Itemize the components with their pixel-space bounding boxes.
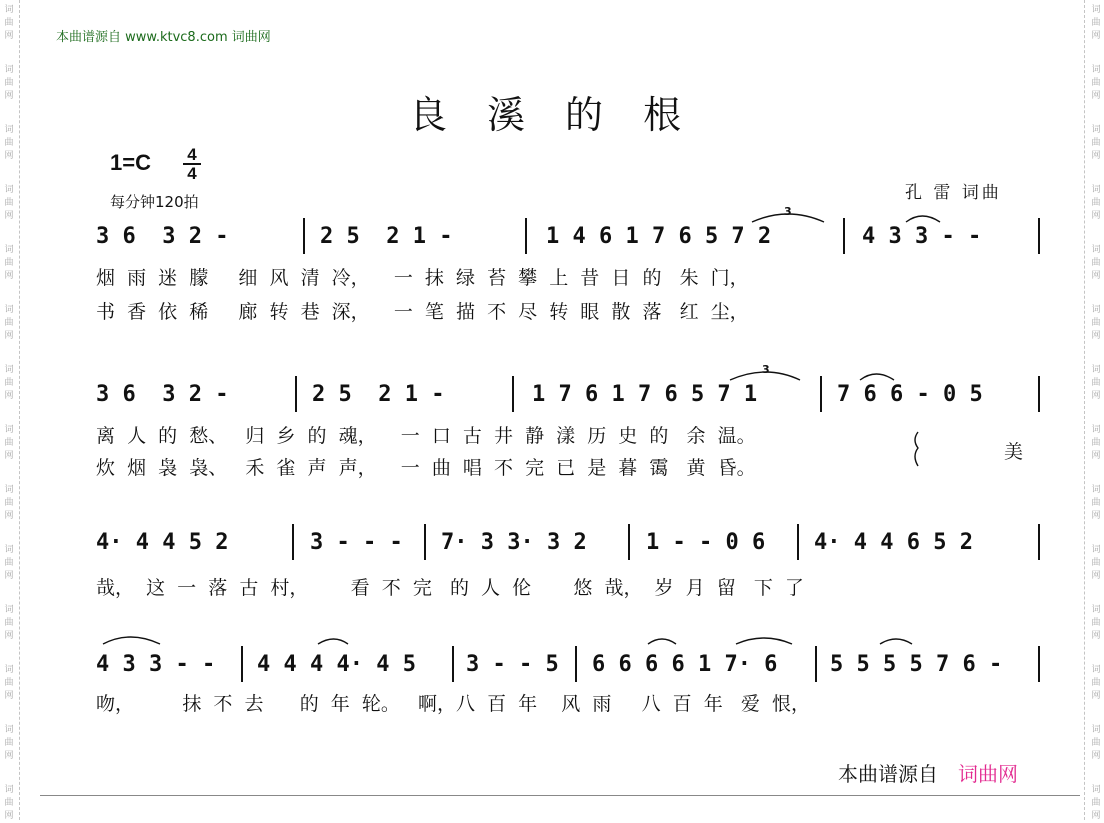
watermark-text: 词 曲 网	[1091, 65, 1101, 101]
brace	[915, 432, 918, 466]
tempo-marking: 每分钟120拍	[110, 193, 199, 211]
barline	[628, 524, 630, 560]
barline	[797, 524, 799, 560]
watermark-text: 词 曲 网	[4, 5, 14, 41]
watermark-text: 词 曲 网	[4, 725, 14, 761]
watermark-text: 词 曲 网	[4, 605, 14, 641]
watermark-text: 词 曲 网	[4, 485, 14, 521]
source-note: 本曲谱源自 www.ktvc8.com 词曲网	[56, 30, 271, 45]
lyric-verse-1: 离 人 的 愁、 归 乡 的 魂， 一 口 古 井 静 漾 历 史 的 余 温。	[96, 425, 756, 447]
watermark-text: 词 曲 网	[4, 245, 14, 281]
barline	[1038, 376, 1040, 412]
barline	[295, 376, 297, 412]
right-watermark-strip	[1084, 0, 1104, 820]
composer-credit: 孔 雷 词曲	[905, 183, 1002, 203]
watermark-text: 词 曲 网	[4, 785, 14, 821]
measure-notes: 4 4 4 4· 4 5	[257, 652, 416, 677]
footer-site-link[interactable]: 词曲网	[958, 762, 1018, 786]
barline	[452, 646, 454, 682]
time-top: 4	[187, 145, 197, 164]
key-signature: 1=C	[110, 150, 151, 175]
time-signature	[183, 146, 201, 182]
watermark-text: 词 曲 网	[4, 65, 14, 101]
tie-slur	[860, 374, 894, 380]
barline	[815, 646, 817, 682]
tie-slur	[648, 639, 676, 644]
measure-notes: 4· 4 4 6 5 2	[814, 530, 973, 555]
lyric-verse-2: 炊 烟 袅 袅、 禾 雀 声 声， 一 曲 唱 不 完 已 是 暮 霭 黄 昏。	[96, 457, 756, 479]
watermark-text: 词 曲 网	[4, 665, 14, 701]
measure-notes: 4· 4 4 5 2	[96, 530, 229, 555]
lyric-verse-1: 吻， 抹 不 去 的 年 轮。 啊，八 百 年 风 雨 八 百 年 爱 恨，	[96, 693, 810, 715]
measure-notes: 3 - - -	[310, 530, 403, 555]
barline	[843, 218, 845, 254]
watermark-text: 词 曲 网	[1091, 725, 1101, 761]
triplet-slur	[752, 214, 824, 222]
barline	[241, 646, 243, 682]
joined-lyric: 美	[1004, 441, 1024, 463]
tie-slur	[880, 639, 912, 644]
measure-notes: 7· 3 3· 3 2	[441, 530, 587, 555]
measure-notes: 1 4 6 1 7 6 5 7 2	[546, 224, 772, 249]
measure-notes: 6 6 6 6 1 7· 6	[592, 652, 778, 677]
watermark-text: 词 曲 网	[4, 305, 14, 341]
watermark-text: 词 曲 网	[1091, 365, 1101, 401]
watermark-text: 词 曲 网	[1091, 785, 1101, 821]
measure-notes: 3 - - 5	[466, 652, 559, 677]
barline	[1038, 524, 1040, 560]
measure-notes: 3 6 3 2 -	[96, 382, 229, 407]
watermark-text: 词 曲 网	[1091, 185, 1101, 221]
measure-notes: 4 3 3 - -	[862, 224, 982, 249]
barline	[820, 376, 822, 412]
lyric-verse-1: 哉， 这 一 落 古 村， 看 不 完 的 人 伦 悠 哉， 岁 月 留 下 了	[96, 577, 804, 599]
barline	[303, 218, 305, 254]
watermark-text: 词 曲 网	[4, 545, 14, 581]
barline	[512, 376, 514, 412]
watermark-text: 词 曲 网	[1091, 665, 1101, 701]
watermark-text: 词 曲 网	[4, 185, 14, 221]
watermark-text: 词 曲 网	[1091, 5, 1101, 41]
song-title: 良 溪 的 根	[408, 93, 696, 137]
footer-source	[838, 758, 1018, 787]
measure-notes: 5 5 5 5 7 6 -	[830, 652, 1003, 677]
triplet-mark: 3	[762, 363, 770, 376]
tie-slur	[318, 639, 348, 644]
time-bottom: 4	[187, 164, 197, 183]
measure-notes: 3 6 3 2 -	[96, 224, 229, 249]
barline	[1038, 646, 1040, 682]
watermark-text: 词 曲 网	[4, 125, 14, 161]
watermark-text: 词 曲 网	[1091, 125, 1101, 161]
watermark-text: 词 曲 网	[1091, 545, 1101, 581]
watermark-text: 词 曲 网	[1091, 245, 1101, 281]
measure-notes: 1 7 6 1 7 6 5 7 1	[532, 382, 758, 407]
barline	[424, 524, 426, 560]
lyric-verse-2: 书 香 依 稀 廊 转 巷 深， 一 笔 描 不 尽 转 眼 散 落 红 尘，	[96, 301, 749, 323]
watermark-text: 词 曲 网	[1091, 605, 1101, 641]
measure-notes: 4 3 3 - -	[96, 652, 216, 677]
watermark-text: 词 曲 网	[4, 425, 14, 461]
barline	[575, 646, 577, 682]
footer-label: 本曲谱源自	[838, 762, 938, 786]
tie-slur	[736, 638, 792, 644]
tie-slur	[906, 216, 940, 222]
triplet-slur	[730, 372, 800, 380]
barline	[1038, 218, 1040, 254]
triplet-mark: 3	[784, 205, 792, 218]
watermark-text: 词 曲 网	[1091, 425, 1101, 461]
barline	[525, 218, 527, 254]
measure-notes: 1 - - 0 6	[646, 530, 766, 555]
measure-notes: 2 5 2 1 -	[312, 382, 445, 407]
left-watermark-strip	[0, 0, 20, 820]
watermark-text: 词 曲 网	[1091, 485, 1101, 521]
measure-notes: 2 5 2 1 -	[320, 224, 453, 249]
footer-divider	[40, 795, 1080, 796]
tie-slur	[103, 637, 160, 644]
barline	[292, 524, 294, 560]
watermark-text: 词 曲 网	[4, 365, 14, 401]
watermark-text: 词 曲 网	[1091, 305, 1101, 341]
measure-notes: 7 6 6 - 0 5	[837, 382, 983, 407]
lyric-verse-1: 烟 雨 迷 朦 细 风 清 冷， 一 抹 绿 苔 攀 上 昔 日 的 朱 门，	[96, 267, 749, 289]
